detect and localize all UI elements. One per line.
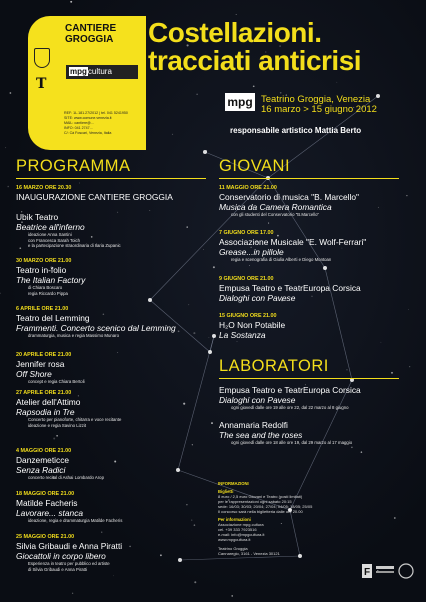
sponsor-logo-mark-icon: F [364,567,371,578]
programma-event [16,352,206,385]
event-title: Empusa Teatro e TeatrEuropa Corsica [219,385,361,395]
event-title: Matilde Facheris [16,498,78,508]
programma-event [16,491,206,524]
event-subtitle: Musica da Camera Romantica [219,202,332,212]
programma-heading: PROGRAMMA [16,157,131,175]
programma-event [16,534,206,572]
event-subtitle: Beatrice all'inferno [16,222,85,232]
laboratori-event [219,385,409,411]
faint-star-icon [196,94,197,95]
event-subtitle: La Sostanza [219,330,266,340]
faint-star-icon [408,309,409,310]
star-icon [208,350,212,354]
faint-star-icon [336,82,337,83]
event-date: 18 MAGGIO ORE 21.00 [16,491,75,497]
info-line: e-mail: info@mpgcultura.it [218,532,265,537]
dates: 16 marzo > 15 giugno 2012 [261,104,377,115]
venue: Teatrino Groggia, Venezia [261,94,371,105]
programma-event [16,258,206,296]
faint-star-icon [391,372,393,374]
mpg-logo-label: mpg [70,67,87,76]
event-note: concept e regia Chiara Bertoli [28,379,85,384]
event-subtitle: Frammenti. Concerto scenico dal Lemming [16,323,176,333]
giovani-event [219,313,409,340]
event-title: Annamaria Redolfi [219,420,288,430]
faint-star-icon [53,438,55,440]
event-date: 7 GIUGNO ORE 17.00 [219,230,274,236]
faint-star-icon [194,524,196,526]
faint-star-icon [381,342,382,343]
faint-star-icon [149,210,150,211]
info-line: Associazione mpg.cultura [218,522,264,527]
faint-star-icon [231,595,233,597]
faint-star-icon [361,451,363,453]
event-note: ogni giovedì dalle ore 18 alle ore 19, dal 29 marzo al 17 maggio [231,440,353,445]
logo-info-line: MAIL: cantiere@... [64,121,94,125]
title-line1: Costellazioni. [148,17,322,48]
programma-event [16,390,206,428]
faint-star-icon [209,337,210,338]
crest-icon [34,48,50,68]
event-title: Silvia Gribaudi e Anna Piratti [16,541,123,551]
faint-star-icon [5,147,6,148]
event-subtitle: Rapsodia in Tre [16,407,75,417]
event-note: ogni giovedì dalle ore 19 alle ore 22, dal 22 marzo al 8 giugno [231,405,349,410]
event-title: Conservatorio di musica "B. Marcello" [219,192,359,202]
logo-name-line2: GROGGIA [65,34,114,45]
sponsor-circle-logo-icon [399,564,413,578]
event-title: Ubik Teatro [16,212,59,222]
faint-star-icon [213,266,215,268]
event-note: drammaturgia, musica e regia Massimo Munaro [28,333,119,338]
programma-event [16,306,206,339]
address-lines [218,546,368,556]
event-subtitle: Grease...in pillole [219,247,284,257]
title-line2: tracciati anticrisi [148,45,362,76]
event-note: di Silvia Gribaudi e Anna Piratti [28,566,87,572]
logo-info [64,111,140,136]
logo-name-line1: CANTIERE [65,23,117,34]
event-subtitle: Senza Radici [16,465,66,475]
event-subtitle: The sea and the roses [219,430,303,440]
faint-star-icon [10,92,12,94]
faint-star-icon [192,444,193,445]
info-line: 8 euro / 2,5 euro Giovani e Teatro (posti limitati) [218,494,303,499]
giovani-event [219,276,409,303]
programma-event [16,448,206,481]
event-date: 20 APRILE ORE 21.00 [16,352,72,358]
logo-info-line: INFO: 041 2747... [64,126,93,130]
faint-star-icon [351,447,352,448]
event-date: 15 GIUGNO ORE 21.00 [219,313,277,319]
logo-title [65,23,116,45]
faint-star-icon [7,186,9,188]
event-subtitle: The Italian Factory [16,275,86,285]
faint-star-icon [194,581,196,583]
event-title: INAUGURAZIONE CANTIERE GROGGIA [16,192,173,202]
faint-star-icon [72,593,73,594]
biglietti-lines [218,494,368,514]
logo-info-line: SITE: www.comune.venezia.it [64,116,112,120]
logo-mark-icon: T [36,76,47,92]
faint-star-icon [206,150,207,151]
sponsor-logos [360,560,420,590]
event-note: regia Riccardo Pippa [28,290,68,296]
faint-star-icon [70,1,72,3]
address-line: Cannaregio, 3161 - Venezia 30121 [218,551,280,556]
event-note: regia e scenografia di Giulia Alberti e Diego Montoan [231,257,332,262]
event-title: Danzemeticce [16,455,70,465]
biglietti-heading: Biglietti [218,489,234,494]
faint-star-icon [237,341,238,342]
info-line: cel. +39 333 7923516 [218,527,257,532]
event-note: e la partecipazione straordinaria di Ilaria Zupanic [28,243,121,249]
faint-star-icon [394,517,396,519]
faint-star-icon [79,183,80,184]
faint-star-icon [249,265,250,266]
event-title: Jennifer rosa [16,359,65,369]
event-subtitle: Dialoghi con Pavese [219,293,296,303]
event-date: 30 MARZO ORE 21.00 [16,258,72,264]
faint-star-icon [33,530,34,531]
logo-info-line: C/: Cà Foscari, Venezia, Italia [64,131,112,135]
faint-star-icon [409,366,410,367]
faint-star-icon [172,134,173,135]
event-subtitle: Dialoghi con Pavese [219,395,296,405]
faint-star-icon [56,435,58,437]
giovani-rule [219,178,399,179]
partecipazione-heading: Per informazioni [218,517,251,522]
event-date: 25 MAGGIO ORE 21.00 [16,534,75,540]
logo-info-line: REF: 1L.181.27/2012 | tel. 041 5241950 [64,111,128,115]
info-line: www.mpgcultura.it [218,537,251,542]
artistic-director: responsabile artistico Mattia Berto [230,126,362,135]
main-title [148,19,418,75]
faint-star-icon [0,293,1,294]
event-note: Concerto per pianoforte, chitarra e voce recitante [28,417,122,422]
star-icon [323,266,327,270]
event-note: ideazione, regia e drammaturgia Matilde Facheris [28,518,123,523]
event-date: 16 MARZO ORE 20.30 [16,185,72,191]
event-date: 11 MAGGIO ORE 21.00 [219,185,277,191]
partecipazione-lines [218,522,368,542]
mpg-cultura-logo [66,65,138,79]
event-note: ideazione Anna Santini [28,232,72,237]
event-title: Teatro del Lemming [16,313,90,323]
info-line: Il concorso sarà nella biglietteria dalle ore 20.00 [218,509,303,514]
event-note: Esperienza in teatro per pubblico ed artiste [28,561,110,566]
event-subtitle: Lavorare... stanca [16,508,84,518]
programma-event [16,185,206,202]
event-date: 4 MAGGIO ORE 21.00 [16,448,72,454]
laboratori-rule [219,378,399,379]
info-block [218,478,368,556]
event-title: Empusa Teatro e TeatrEuropa Corsica [219,283,361,293]
mpg-badge: mpg [225,93,255,111]
sponsor-logo-bar-icon [376,566,394,569]
info-heading: INFORMAZIONI [218,481,249,486]
giovani-event [219,230,409,263]
event-note: con gli studenti del Conservatorio "B.Marcello" [231,212,320,217]
event-title: Teatro in-folio [16,265,67,275]
event-date: 6 APRILE ORE 21.00 [16,306,69,312]
giovani-heading: GIOVANI [219,157,291,175]
sponsor-logo-bar-icon [376,571,394,573]
event-date: 9 GIUGNO ORE 21.00 [219,276,274,282]
cantiere-groggia-logo [28,16,146,150]
mpg-logo-cultura: cultura [87,67,112,76]
info-line: sede: 16/03; 30/03; 20/04; 27/04; 04/05; 18/05; 25/05 [218,504,313,509]
address-line: Teatrino Groggia [218,546,248,551]
event-subtitle: Off Shore [16,369,52,379]
programma-event [16,212,206,249]
faint-star-icon [101,532,102,533]
star-icon [212,334,216,338]
event-note: di Chiara Boscaro [28,285,63,290]
faint-star-icon [203,249,204,250]
laboratori-heading: LABORATORI [219,357,329,375]
programma-rule [16,178,206,179]
event-subtitle: Giocattoli in corpo libero [16,551,106,561]
faint-star-icon [236,14,237,15]
event-title: Atelier dell'Attimo [16,397,81,407]
info-line: per le rappresentazioni ogni sabato 20:15 [218,499,292,504]
event-note: ideazione e regia Savino Lizzit [28,422,87,428]
faint-star-icon [346,369,347,370]
faint-star-icon [253,85,255,87]
event-note: con Francesca Sarah Toich [28,237,80,243]
faint-star-icon [268,223,269,224]
giovani-event [219,185,409,218]
faint-star-icon [211,422,213,424]
laboratori-event [219,420,409,446]
event-date: 27 APRILE ORE 21.00 [16,390,72,396]
event-title: H₂O Non Potabile [219,320,286,330]
star-icon [148,298,152,302]
star-icon [376,94,380,98]
event-title: Associazione Musicale "E. Wolf-Ferrari" [219,237,367,247]
faint-star-icon [113,575,114,576]
event-note: concerto recital di Ashai Lombardo Arop [28,475,104,480]
